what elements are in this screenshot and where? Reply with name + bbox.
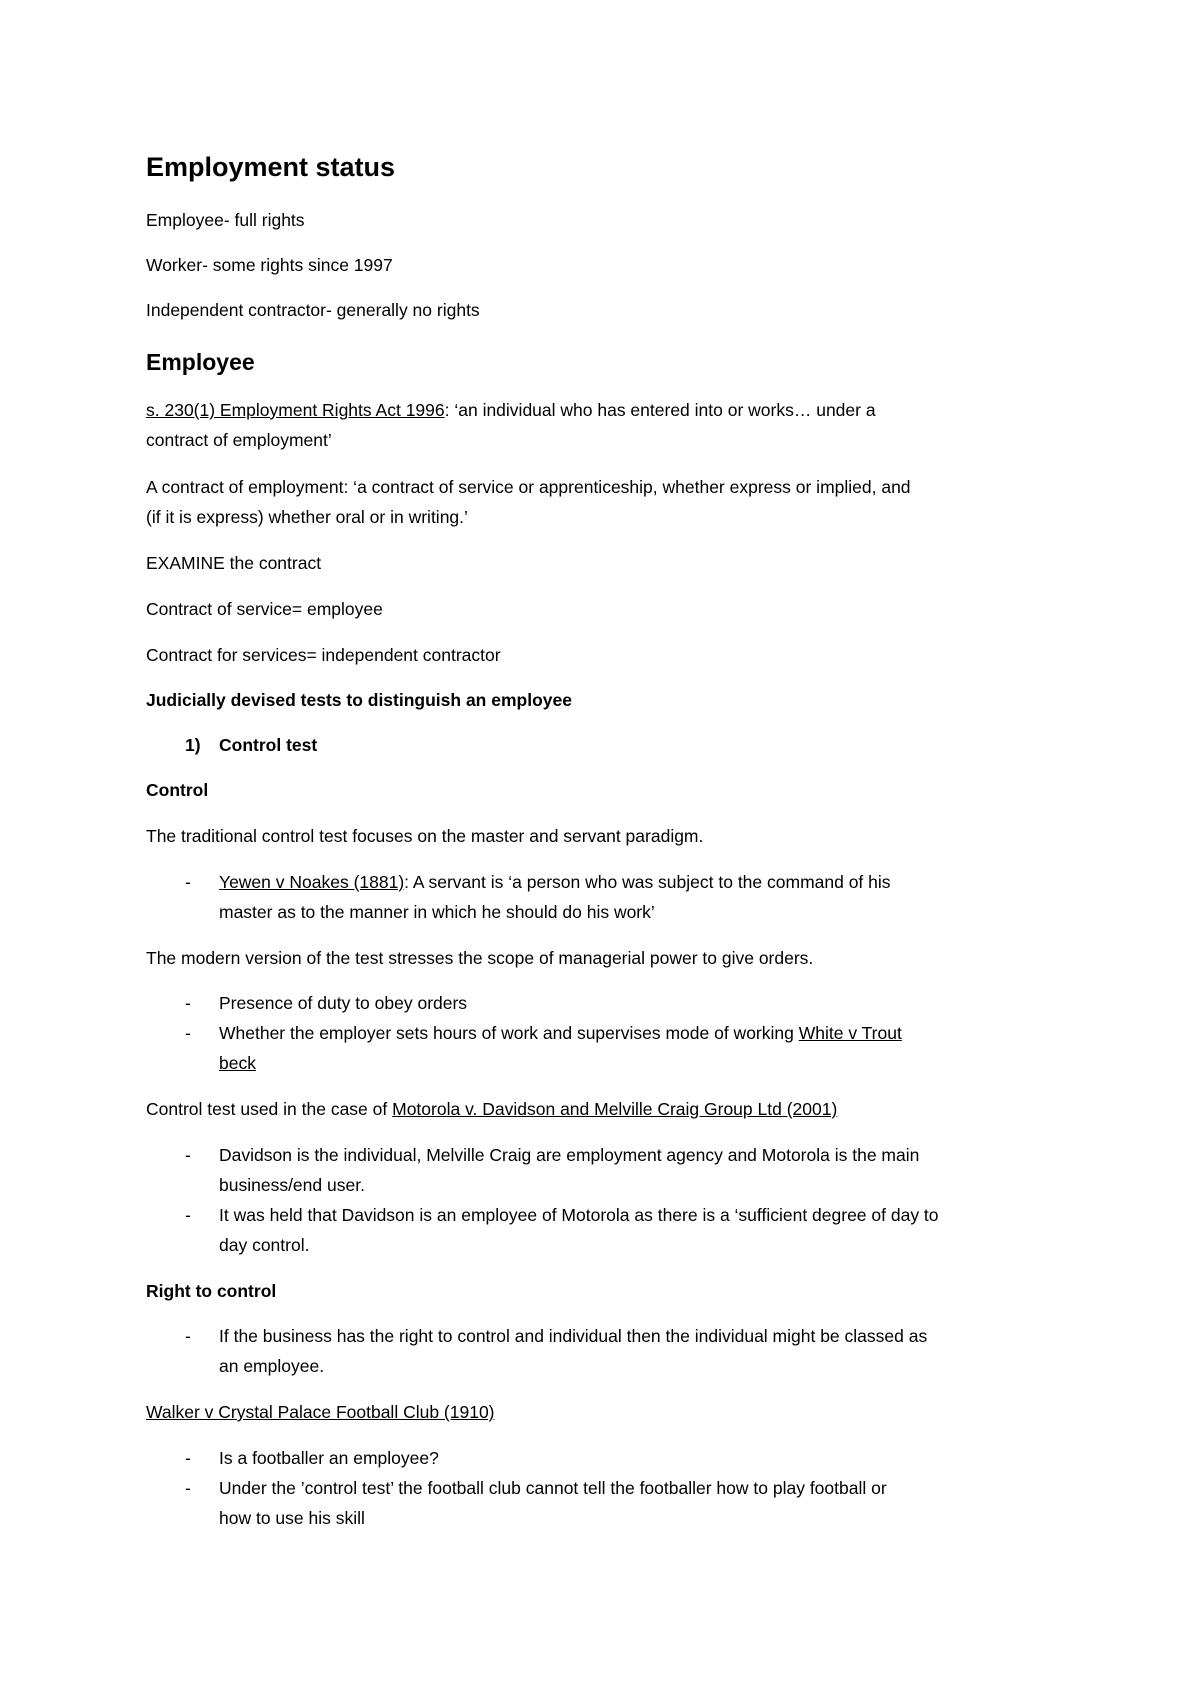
walker-case-heading: Walker v Crystal Palace Football Club (1910) — [146, 1402, 495, 1422]
statute-quote-cont: contract of employment’ — [146, 430, 332, 450]
contract-definition: A contract of employment: ‘a contract of service or apprenticeship, whether express or implied, and — [146, 477, 911, 497]
walker-bullet-1: Is a footballer an employee? — [219, 1448, 439, 1468]
yewen-bullet — [219, 872, 891, 892]
bullet-dash: - — [185, 1023, 191, 1043]
statute-ref: s. 230(1) Employment Rights Act 1996 — [146, 400, 445, 420]
motorola-bullet-2-cont: day control. — [219, 1235, 310, 1255]
tests-heading: Judicially devised tests to distinguish an employee — [146, 690, 572, 710]
motorola-paragraph — [146, 1099, 837, 1119]
statute-paragraph — [146, 400, 876, 420]
bullet-dash: - — [185, 1478, 191, 1498]
examine-line: EXAMINE the contract — [146, 553, 322, 573]
case-name-cont: beck — [219, 1053, 256, 1073]
statute-quote: : ‘an individual who has entered into or works… under a — [444, 400, 876, 420]
motorola-bullet-1: Davidson is the individual, Melville Craig are employment agency and Motorola is the main — [219, 1145, 920, 1165]
case-name: Motorola v. Davidson and Melville Craig Group Ltd (2001) — [392, 1099, 838, 1119]
case-name: White v Trout — [798, 1023, 902, 1043]
contract-definition-cont: (if it is express) whether oral or in writing.’ — [146, 507, 468, 527]
list-number: 1) — [185, 735, 201, 755]
yewen-text: : A servant is ‘a person who was subject to the command of his — [404, 872, 891, 892]
motorola-bullet-1-cont: business/end user. — [219, 1175, 365, 1195]
control-heading: Control — [146, 780, 209, 800]
contract-of-service-line: Contract of service= employee — [146, 599, 383, 619]
modern-bullet-2-text: Whether the employer sets hours of work and supervises mode of working — [219, 1023, 799, 1043]
bullet-dash: - — [185, 1205, 191, 1225]
page-title: Employment status — [146, 152, 396, 182]
contract-for-services-line: Contract for services= independent contractor — [146, 645, 501, 665]
motorola-intro: Control test used in the case of — [146, 1099, 393, 1119]
right-bullet-1-cont: an employee. — [219, 1356, 325, 1376]
intro-line: Independent contractor- generally no rights — [146, 300, 480, 320]
modern-bullet-2 — [219, 1023, 902, 1043]
control-paragraph: The traditional control test focuses on the master and servant paradigm. — [146, 826, 704, 846]
bullet-dash: - — [185, 1326, 191, 1346]
intro-line: Worker- some rights since 1997 — [146, 255, 393, 275]
list-item-control-test: Control test — [219, 735, 318, 755]
modern-paragraph: The modern version of the test stresses the scope of managerial power to give orders. — [146, 948, 814, 968]
section-heading-employee: Employee — [146, 349, 255, 375]
motorola-bullet-2: It was held that Davidson is an employee of Motorola as there is a ‘sufficient degree of day to — [219, 1205, 939, 1225]
bullet-dash: - — [185, 872, 191, 892]
right-to-control-heading: Right to control — [146, 1281, 277, 1301]
walker-bullet-2-cont: how to use his skill — [219, 1508, 365, 1528]
bullet-dash: - — [185, 993, 191, 1013]
bullet-dash: - — [185, 1145, 191, 1165]
intro-line: Employee- full rights — [146, 210, 305, 230]
bullet-dash: - — [185, 1448, 191, 1468]
yewen-text-cont: master as to the manner in which he should do his work’ — [219, 902, 655, 922]
case-name: Yewen v Noakes (1881) — [219, 872, 405, 892]
walker-bullet-2: Under the ’control test’ the football club cannot tell the footballer how to play football or — [219, 1478, 887, 1498]
modern-bullet-1: Presence of duty to obey orders — [219, 993, 468, 1013]
right-bullet-1: If the business has the right to control and individual then the individual might be classed as — [219, 1326, 928, 1346]
